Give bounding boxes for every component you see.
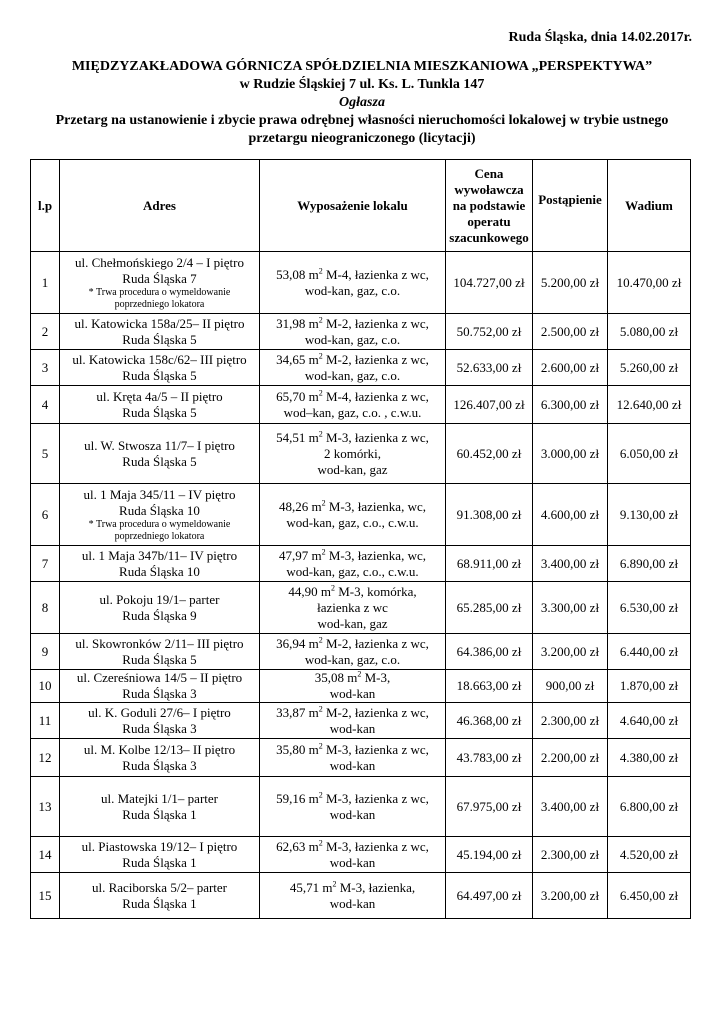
row-equipment: 48,26 $m^2$ M-3, łazienka, wc, wod-kan, gaz, c.o., c.w.u. (260, 484, 446, 546)
header-address: Adres (60, 160, 260, 252)
row-price: 64.386,00 zł (446, 634, 533, 670)
row-step: 4.600,00 zł (533, 484, 608, 546)
document-header (0, 58, 724, 148)
table-row (31, 424, 691, 484)
row-price: 104.727,00 zł (446, 252, 533, 314)
table-row (31, 252, 691, 314)
row-step: 3.200,00 zł (533, 634, 608, 670)
row-deposit: 10.470,00 zł (608, 252, 691, 314)
row-price: 64.497,00 zł (446, 873, 533, 919)
row-deposit: 4.640,00 zł (608, 703, 691, 739)
row-equipment: 35,80 $m^2$ M-3, łazienka z wc, wod-kan (260, 739, 446, 777)
row-equipment: 44,90 $m^2$ M-3, komórka, łazienka z wc wod-kan, gaz (260, 582, 446, 634)
row-step: 6.300,00 zł (533, 386, 608, 424)
header-equipment: Wyposażenie lokalu (260, 160, 446, 252)
row-number: 13 (31, 777, 60, 837)
address-note: * Trwa procedura o wymeldowanie poprzedniego lokatora (88, 286, 231, 310)
row-address: ul. Katowicka 158a/25– II piętro Ruda Śląska 5 (60, 314, 260, 350)
row-price: 43.783,00 zł (446, 739, 533, 777)
header-deposit: Wadium (608, 160, 691, 252)
announcement-label: Ogłasza (339, 95, 385, 110)
row-step: 5.200,00 zł (533, 252, 608, 314)
row-address: ul. Katowicka 158c/62– III piętro Ruda Śląska 5 (60, 350, 260, 386)
row-equipment: 31,98 $m^2$ M-2, łazienka z wc, wod-kan, gaz, c.o. (260, 314, 446, 350)
row-address: ul. Chełmońskiego 2/4 – I piętro Ruda Śląska 7 * Trwa procedura o wymeldowanie poprzedniego lokatora (60, 252, 260, 314)
row-deposit: 6.050,00 zł (608, 424, 691, 484)
row-step: 3.000,00 zł (533, 424, 608, 484)
row-equipment: 62,63 $m^2$ M-3, łazienka z wc, wod-kan (260, 837, 446, 873)
row-address: ul. Kręta 4a/5 – II piętro Ruda Śląska 5 (60, 386, 260, 424)
row-deposit: 9.130,00 zł (608, 484, 691, 546)
table-row (31, 350, 691, 386)
tender-table (30, 159, 691, 919)
row-step: 2.200,00 zł (533, 739, 608, 777)
row-number: 1 (31, 252, 60, 314)
row-number: 15 (31, 873, 60, 919)
row-number: 9 (31, 634, 60, 670)
header-step: Postąpienie (533, 160, 608, 252)
tender-subject-line-1: Przetarg na ustanowienie i zbycie prawa odrębnej własności nieruchomości lokalowej w trybie ustnego (55, 113, 669, 128)
row-number: 4 (31, 386, 60, 424)
row-step: 3.300,00 zł (533, 582, 608, 634)
header-lp: l.p (31, 160, 60, 252)
row-deposit: 5.260,00 zł (608, 350, 691, 386)
row-deposit: 6.440,00 zł (608, 634, 691, 670)
table-row (31, 314, 691, 350)
row-deposit: 1.870,00 zł (608, 670, 691, 703)
organization-address: w Rudzie Śląskiej 7 ul. Ks. L. Tunkla 147 (239, 77, 485, 92)
row-number: 7 (31, 546, 60, 582)
row-step: 2.600,00 zł (533, 350, 608, 386)
row-address: ul. Matejki 1/1– parter Ruda Śląska 1 (60, 777, 260, 837)
row-address: ul. W. Stwosza 11/7– I piętro Ruda Śląska 5 (60, 424, 260, 484)
row-price: 52.633,00 zł (446, 350, 533, 386)
row-equipment: 35,08 $m^2$ M-3, wod-kan (260, 670, 446, 703)
row-deposit: 6.530,00 zł (608, 582, 691, 634)
table-row (31, 837, 691, 873)
row-price: 126.407,00 zł (446, 386, 533, 424)
row-step: 900,00 zł (533, 670, 608, 703)
row-number: 11 (31, 703, 60, 739)
row-number: 3 (31, 350, 60, 386)
table-row (31, 484, 691, 546)
row-address: ul. M. Kolbe 12/13– II piętro Ruda Śląska 3 (60, 739, 260, 777)
row-step: 2.300,00 zł (533, 703, 608, 739)
row-equipment: 59,16 $m^2$ M-3, łazienka z wc, wod-kan (260, 777, 446, 837)
table-row (31, 777, 691, 837)
row-equipment: 54,51 $m^2$ M-3, łazienka z wc, 2 komórki, wod-kan, gaz (260, 424, 446, 484)
row-deposit: 12.640,00 zł (608, 386, 691, 424)
row-address: ul. Piastowska 19/12– I piętro Ruda Śląska 1 (60, 837, 260, 873)
table-row (31, 582, 691, 634)
table-row (31, 670, 691, 703)
table-row (31, 634, 691, 670)
header-price: Cena wywoławcza na podstawie operatu szacunkowego (446, 160, 533, 252)
row-address: ul. 1 Maja 345/11 – IV piętro Ruda Śląska 10 * Trwa procedura o wymeldowanie poprzedniego lokatora (60, 484, 260, 546)
row-address: ul. Skowronków 2/11– III piętro Ruda Śląska 5 (60, 634, 260, 670)
row-number: 2 (31, 314, 60, 350)
row-deposit: 4.380,00 zł (608, 739, 691, 777)
row-step: 2.300,00 zł (533, 837, 608, 873)
row-number: 5 (31, 424, 60, 484)
table-row (31, 703, 691, 739)
row-number: 14 (31, 837, 60, 873)
row-price: 45.194,00 zł (446, 837, 533, 873)
row-deposit: 4.520,00 zł (608, 837, 691, 873)
row-price: 46.368,00 zł (446, 703, 533, 739)
table-row (31, 546, 691, 582)
row-price: 60.452,00 zł (446, 424, 533, 484)
row-deposit: 6.450,00 zł (608, 873, 691, 919)
row-number: 12 (31, 739, 60, 777)
row-equipment: 36,94 $m^2$ M-2, łazienka z wc, wod-kan, gaz, c.o. (260, 634, 446, 670)
row-equipment: 47,97 $m^2$ M-3, łazienka, wc, wod-kan, gaz, c.o., c.w.u. (260, 546, 446, 582)
row-equipment: 53,08 $m^2$ M-4, łazienka z wc, wod-kan, gaz, c.o. (260, 252, 446, 314)
row-deposit: 6.800,00 zł (608, 777, 691, 837)
document-date: Ruda Śląska, dnia 14.02.2017r. (508, 30, 692, 45)
row-address: ul. Pokoju 19/1– parter Ruda Śląska 9 (60, 582, 260, 634)
row-address: ul. 1 Maja 347b/11– IV piętro Ruda Śląska 10 (60, 546, 260, 582)
row-price: 67.975,00 zł (446, 777, 533, 837)
row-price: 68.911,00 zł (446, 546, 533, 582)
row-equipment: 34,65 $m^2$ M-2, łazienka z wc, wod-kan, gaz, c.o. (260, 350, 446, 386)
row-price: 65.285,00 zł (446, 582, 533, 634)
row-address: ul. Raciborska 5/2– parter Ruda Śląska 1 (60, 873, 260, 919)
tender-subject-line-2: przetargu nieograniczonego (licytacji) (248, 131, 476, 146)
row-step: 3.400,00 zł (533, 777, 608, 837)
row-step: 2.500,00 zł (533, 314, 608, 350)
table-row (31, 386, 691, 424)
table-row (31, 873, 691, 919)
row-price: 91.308,00 zł (446, 484, 533, 546)
row-deposit: 6.890,00 zł (608, 546, 691, 582)
row-number: 10 (31, 670, 60, 703)
row-deposit: 5.080,00 zł (608, 314, 691, 350)
address-note: * Trwa procedura o wymeldowanie poprzedniego lokatora (88, 518, 231, 542)
row-number: 8 (31, 582, 60, 634)
row-equipment: 33,87 $m^2$ M-2, łazienka z wc, wod-kan (260, 703, 446, 739)
row-number: 6 (31, 484, 60, 546)
row-address: ul. Czereśniowa 14/5 – II piętro Ruda Śląska 3 (60, 670, 260, 703)
table-header-row (31, 160, 691, 252)
row-price: 50.752,00 zł (446, 314, 533, 350)
organization-name: MIĘDZYZAKŁADOWA GÓRNICZA SPÓŁDZIELNIA MIESZKANIOWA „PERSPEKTYWA” (71, 59, 653, 74)
table-row (31, 739, 691, 777)
row-equipment: 45,71 $m^2$ M-3, łazienka, wod-kan (260, 873, 446, 919)
row-price: 18.663,00 zł (446, 670, 533, 703)
row-step: 3.400,00 zł (533, 546, 608, 582)
row-equipment: 65,70 $m^2$ M-4, łazienka z wc, wod–kan, gaz, c.o. , c.w.u. (260, 386, 446, 424)
row-address: ul. K. Goduli 27/6– I piętro Ruda Śląska 3 (60, 703, 260, 739)
row-step: 3.200,00 zł (533, 873, 608, 919)
